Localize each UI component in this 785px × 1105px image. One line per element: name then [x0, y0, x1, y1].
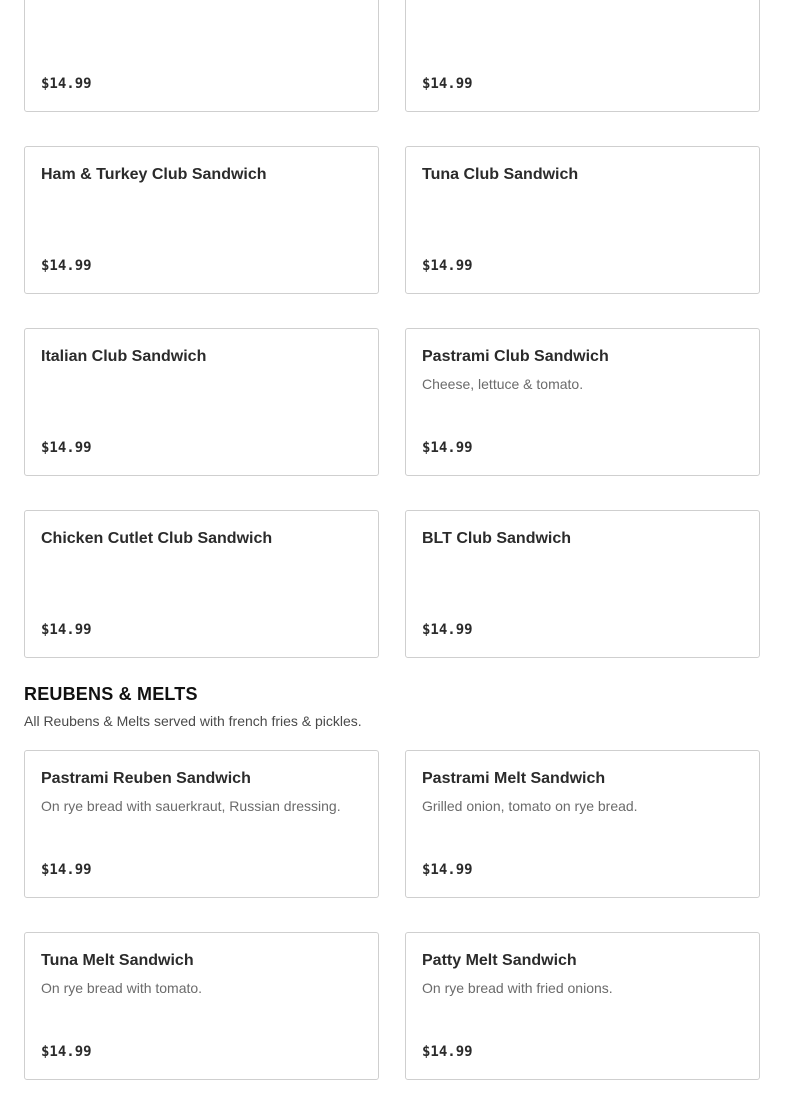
menu-item-description: On rye bread with fried onions. — [422, 980, 613, 996]
menu-item-name: Tuna Melt Sandwich — [41, 952, 194, 969]
menu-item-description: Grilled onion, tomato on rye bread. — [422, 798, 638, 814]
menu-item-description: On rye bread with sauerkraut, Russian dressing. — [41, 798, 341, 814]
menu-item-card[interactable] — [405, 750, 760, 898]
menu-item-card[interactable] — [24, 932, 379, 1080]
menu-item-price: $14.99 — [41, 862, 92, 878]
menu-item-name: Pastrami Club Sandwich — [422, 348, 609, 365]
menu-item-price: $14.99 — [422, 440, 473, 456]
menu-item-card[interactable] — [24, 510, 379, 658]
menu-item-price: $14.99 — [422, 1044, 473, 1060]
menu-item-card[interactable] — [405, 328, 760, 476]
menu-item-card[interactable] — [24, 328, 379, 476]
menu-item-price: $14.99 — [41, 258, 92, 274]
menu-item-name: BLT Club Sandwich — [422, 530, 572, 547]
menu-item-description: On rye bread with tomato. — [41, 980, 203, 996]
menu-item-name: Tuna Club Sandwich — [422, 166, 579, 183]
menu-item-price: $14.99 — [41, 76, 92, 92]
menu-item-name: Pastrami Reuben Sandwich — [41, 770, 251, 787]
menu-item-price: $14.99 — [41, 440, 92, 456]
menu-item-card[interactable] — [24, 750, 379, 898]
menu-item-name: Pastrami Melt Sandwich — [422, 770, 606, 787]
menu-item-price: $14.99 — [422, 76, 473, 92]
menu-item-name: Patty Melt Sandwich — [422, 952, 577, 969]
menu-item-price: $14.99 — [422, 258, 473, 274]
section-title: REUBENS & MELTS — [24, 684, 198, 704]
menu-item-card[interactable] — [405, 0, 760, 112]
menu-item-price: $14.99 — [41, 622, 92, 638]
menu-item-card[interactable] — [24, 0, 379, 112]
menu-item-price: $14.99 — [41, 1044, 92, 1060]
menu-item-card[interactable] — [405, 932, 760, 1080]
menu-item-card[interactable] — [405, 510, 760, 658]
menu-item-card[interactable] — [24, 146, 379, 294]
section-subtitle: All Reubens & Melts served with french fries & pickles. — [24, 713, 362, 729]
menu-item-name: Ham & Turkey Club Sandwich — [41, 166, 267, 183]
menu-item-card[interactable] — [405, 146, 760, 294]
menu-item-name: Chicken Cutlet Club Sandwich — [41, 530, 273, 547]
menu-item-price: $14.99 — [422, 622, 473, 638]
menu-item-description: Cheese, lettuce & tomato. — [422, 376, 584, 392]
menu-item-name: Italian Club Sandwich — [41, 348, 207, 365]
menu-item-price: $14.99 — [422, 862, 473, 878]
